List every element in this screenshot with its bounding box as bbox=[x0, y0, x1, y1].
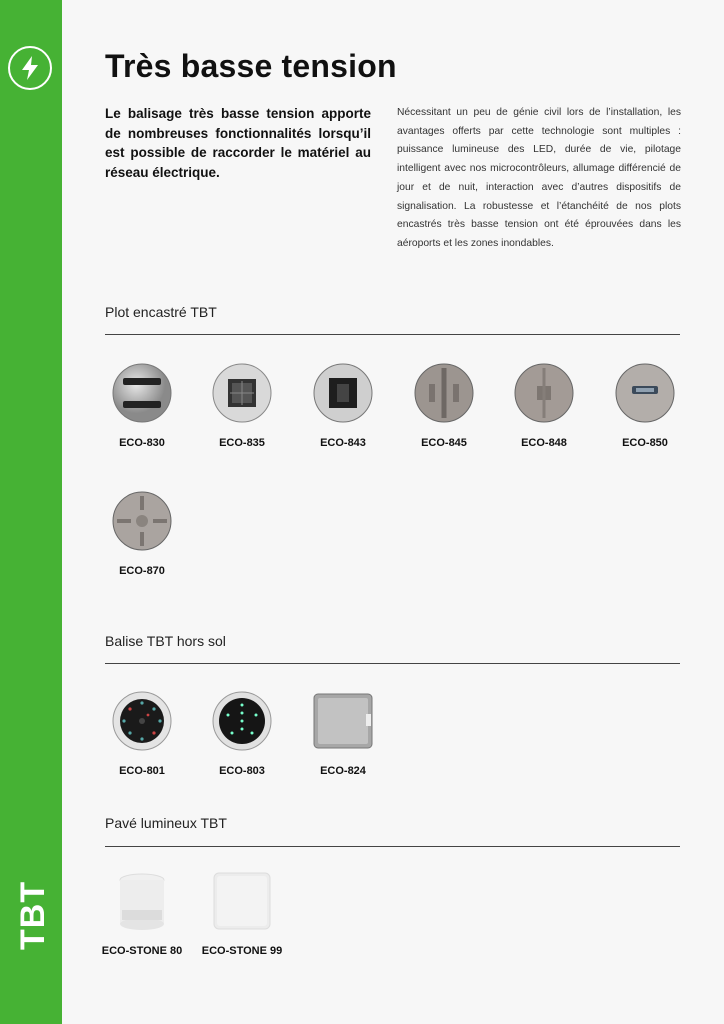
section-divider bbox=[105, 663, 680, 664]
product-name: ECO-870 bbox=[119, 565, 165, 577]
product-card[interactable] bbox=[97, 490, 187, 577]
product-image bbox=[111, 490, 173, 552]
product-name: ECO-801 bbox=[119, 765, 165, 777]
product-image bbox=[111, 690, 173, 752]
product-image bbox=[111, 362, 173, 424]
product-image bbox=[513, 362, 575, 424]
product-image bbox=[211, 870, 273, 932]
product-card[interactable] bbox=[197, 690, 287, 777]
lead-paragraph: Le balisage très basse tension apporte de nombreuses fonctionnalités lorsqu’il est possible de raccorder le matériel au réseau électrique. bbox=[105, 106, 371, 180]
product-image bbox=[312, 362, 374, 424]
section-title-plot-encastre: Plot encastré TBT bbox=[105, 304, 217, 320]
product-name: ECO-STONE 80 bbox=[101, 945, 183, 957]
section-title-pave-lumineux: Pavé lumineux TBT bbox=[105, 815, 227, 831]
product-name: ECO-850 bbox=[622, 437, 668, 449]
lightning-bolt-icon bbox=[8, 46, 52, 90]
product-card[interactable] bbox=[97, 870, 187, 957]
product-card[interactable] bbox=[197, 362, 287, 449]
section-title-balise-hors-sol: Balise TBT hors sol bbox=[105, 633, 226, 649]
product-image bbox=[614, 362, 676, 424]
product-name: ECO-835 bbox=[219, 437, 265, 449]
product-name: ECO-824 bbox=[320, 765, 366, 777]
product-card[interactable] bbox=[97, 690, 187, 777]
product-card[interactable] bbox=[298, 362, 388, 449]
product-card[interactable] bbox=[399, 362, 489, 449]
product-image bbox=[312, 690, 374, 752]
product-name: ECO-848 bbox=[521, 437, 567, 449]
product-card[interactable] bbox=[298, 690, 388, 777]
product-card[interactable] bbox=[499, 362, 589, 449]
product-image bbox=[211, 690, 273, 752]
section-divider bbox=[105, 334, 680, 335]
product-name: ECO-845 bbox=[421, 437, 467, 449]
product-card[interactable] bbox=[197, 870, 287, 957]
sidebar-label: TBT bbox=[14, 880, 52, 950]
product-image bbox=[111, 870, 173, 932]
product-image bbox=[211, 362, 273, 424]
section-divider bbox=[105, 846, 680, 847]
product-name: ECO-803 bbox=[219, 765, 265, 777]
sidebar bbox=[0, 0, 62, 1024]
product-card[interactable] bbox=[97, 362, 187, 449]
page-title: Très basse tension bbox=[105, 48, 397, 84]
product-name: ECO-STONE 99 bbox=[201, 945, 283, 957]
product-card[interactable] bbox=[600, 362, 690, 449]
product-name: ECO-843 bbox=[320, 437, 366, 449]
product-name: ECO-830 bbox=[119, 437, 165, 449]
body-paragraph: Nécessitant un peu de génie civil lors de l’installation, les avantages offerts par cette technologie sont multiples : puissance lumineuse des LED, durée de vie, pilotage intelligent avec nos microcontrôleurs, allumage différencié de jour et de nuit, interaction avec d’autres dispositifs de signalisation. La robustesse et l’étanchéité de nos plots encastrés très basse tension ont été éprouvées dans les aéroports et les zones inondables. bbox=[397, 107, 681, 249]
product-image bbox=[413, 362, 475, 424]
